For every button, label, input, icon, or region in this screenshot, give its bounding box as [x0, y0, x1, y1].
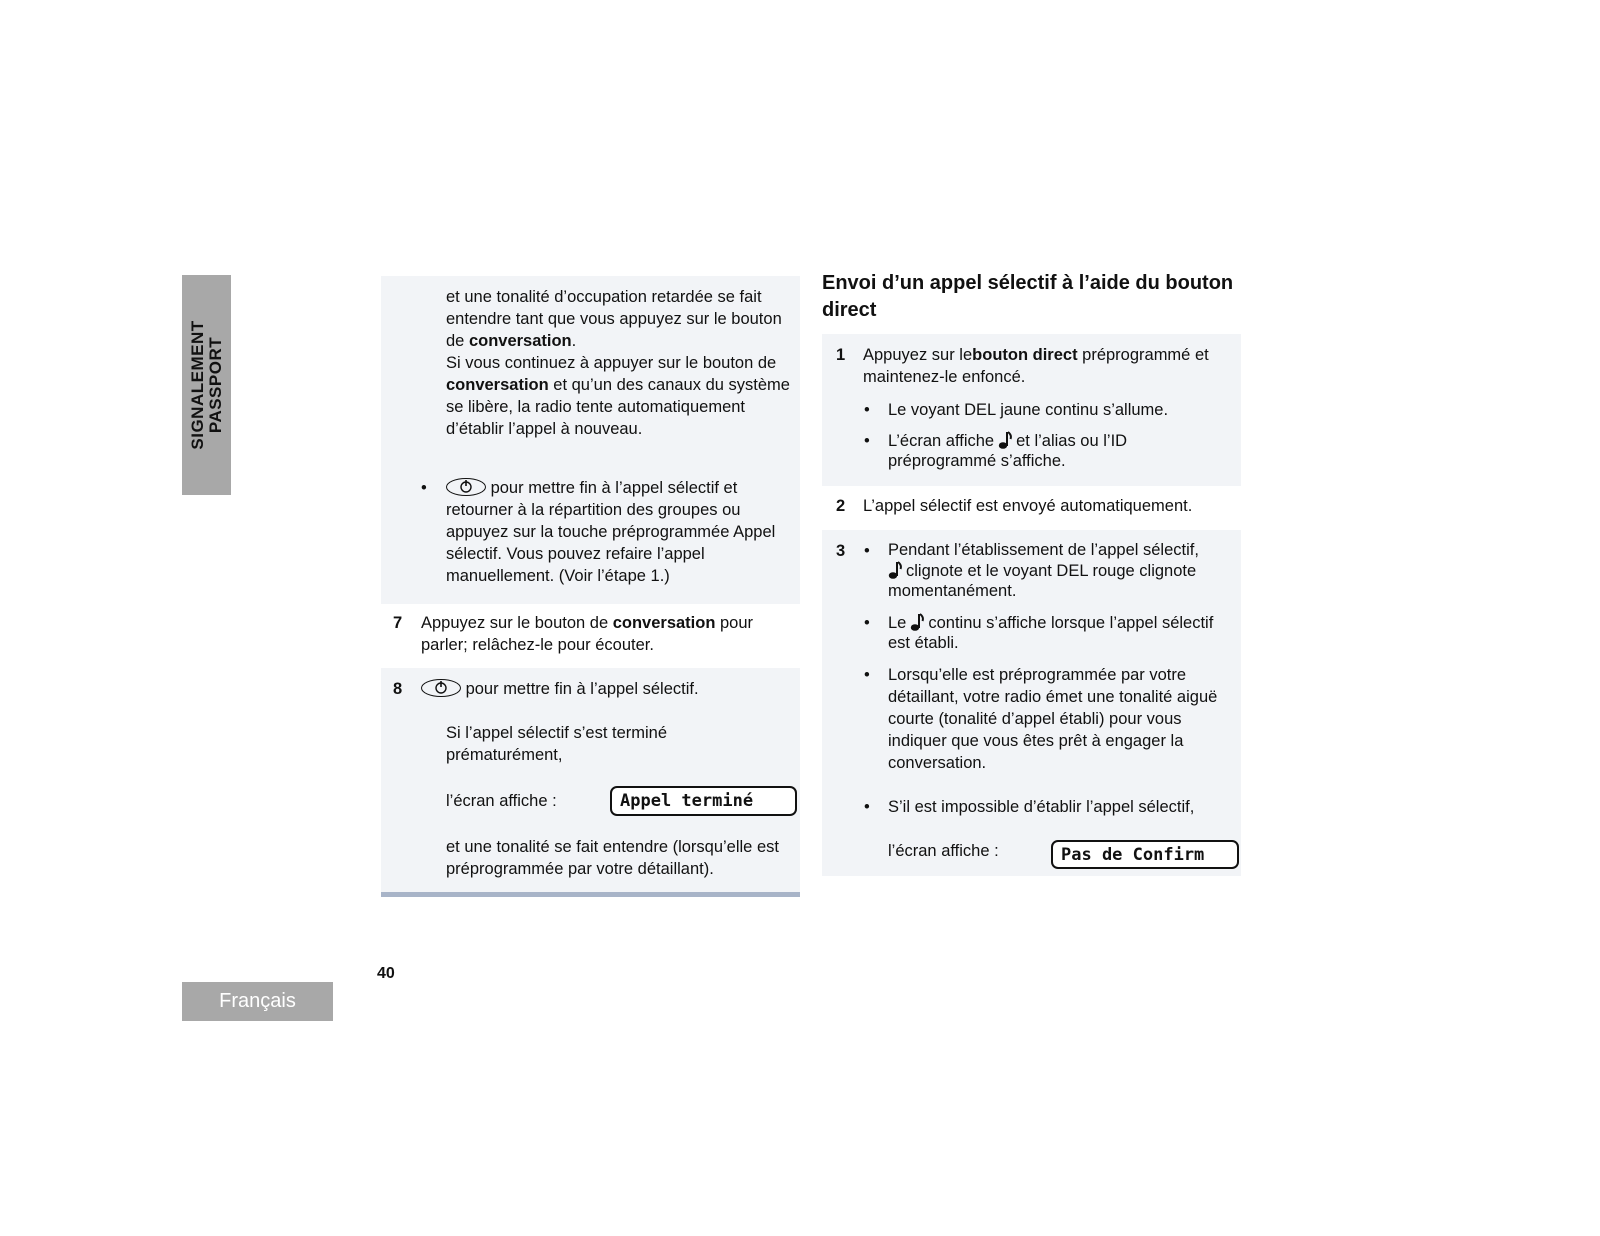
step-3-bullet-3: Lorsqu’elle est préprogrammée par votre détaillant, votre radio émet une tonalité aiguë courte (tonalité d’appel établi) pour vous indiquer que vous êtes prêt à engager la conversation.	[888, 666, 1218, 772]
language-tab: Français	[182, 982, 333, 1021]
step-3-bullet-4: S’il est impossible d’établir l’appel sélectif,	[888, 798, 1195, 816]
section-title: Envoi d’un appel sélectif à l’aide du bouton direct	[822, 272, 1234, 321]
display-pas-de-confirm: Pas de Confirm	[1051, 840, 1239, 869]
section-tab-label	[189, 320, 225, 449]
step-8-early-text: Si l’appel sélectif s’est terminé prématurément,	[446, 724, 668, 764]
music-note-icon	[888, 560, 902, 580]
step-1-number: 1	[836, 346, 846, 364]
step-3-screen-label: l’écran affiche :	[888, 842, 999, 860]
section-tab	[182, 275, 231, 495]
end-call-button-icon	[421, 679, 461, 697]
section-tab-line1: SIGNALEMENT	[187, 320, 207, 450]
intro-text	[446, 286, 796, 440]
end-call-button-icon	[446, 478, 486, 496]
step-2-text: L’appel sélectif est envoyé automatiquement.	[863, 497, 1193, 515]
step-7-text: Appuyez sur le bouton de conversation pour parler; relâchez-le pour écouter.	[421, 614, 754, 654]
step-7-number: 7	[393, 614, 403, 632]
step-3-bullet-1: Pendant l’établissement de l’appel sélectif, clignote et le voyant DEL rouge clignote momentanément.	[888, 541, 1199, 600]
intro-paragraph-1: et une tonalité d’occupation retardée se fait entendre tant que vous appuyez sur le bouton de conversation.	[446, 288, 782, 350]
section-tab-line2: PASSPORT	[205, 336, 225, 434]
step-1-bullet-2: L’écran affiche et l’alias ou l’ID préprogrammé s’affiche.	[888, 432, 1128, 470]
step-8-number: 8	[393, 680, 403, 698]
bullet-marker: •	[864, 432, 870, 450]
step-2-number: 2	[836, 497, 846, 515]
step-8-tone-text: et une tonalité se fait entendre (lorsqu’elle est préprogrammée par votre détaillant).	[446, 838, 779, 878]
bullet-marker: •	[864, 401, 870, 419]
left-bottom-rule	[381, 892, 800, 897]
page-number: 40	[377, 965, 395, 982]
bullet-marker: •	[421, 479, 427, 497]
intro-paragraph-2: Si vous continuez à appuyer sur le bouton de conversation et qu’un des canaux du système se libère, la radio tente automatiquement d’établir l’appel à nouveau.	[446, 354, 790, 438]
bullet-marker: •	[864, 542, 870, 560]
bullet-marker: •	[864, 666, 870, 684]
end-call-bullet-text: pour mettre fin à l’appel sélectif et retourner à la répartition des groupes ou appuyez sur la touche préprogrammée Appel sélectif. Vous pouvez refaire l’appel manuellement. (Voir l’étape 1.)	[446, 479, 776, 585]
display-appel-termine: Appel terminé	[610, 786, 797, 816]
step-1-bullet-1: Le voyant DEL jaune continu s’allume.	[888, 401, 1169, 419]
step-3-number: 3	[836, 542, 846, 560]
music-note-icon	[910, 612, 924, 632]
music-note-icon	[998, 430, 1012, 450]
step-8-screen-label: l’écran affiche :	[446, 792, 557, 810]
step-8-text: pour mettre fin à l’appel sélectif.	[421, 678, 799, 700]
bullet-marker: •	[864, 614, 870, 632]
step-3-bullet-2: Le continu s’affiche lorsque l’appel sélectif est établi.	[888, 614, 1214, 652]
step-1-text: Appuyez sur lebouton direct préprogrammé et maintenez-le enfoncé.	[863, 346, 1209, 386]
bullet-marker: •	[864, 798, 870, 816]
